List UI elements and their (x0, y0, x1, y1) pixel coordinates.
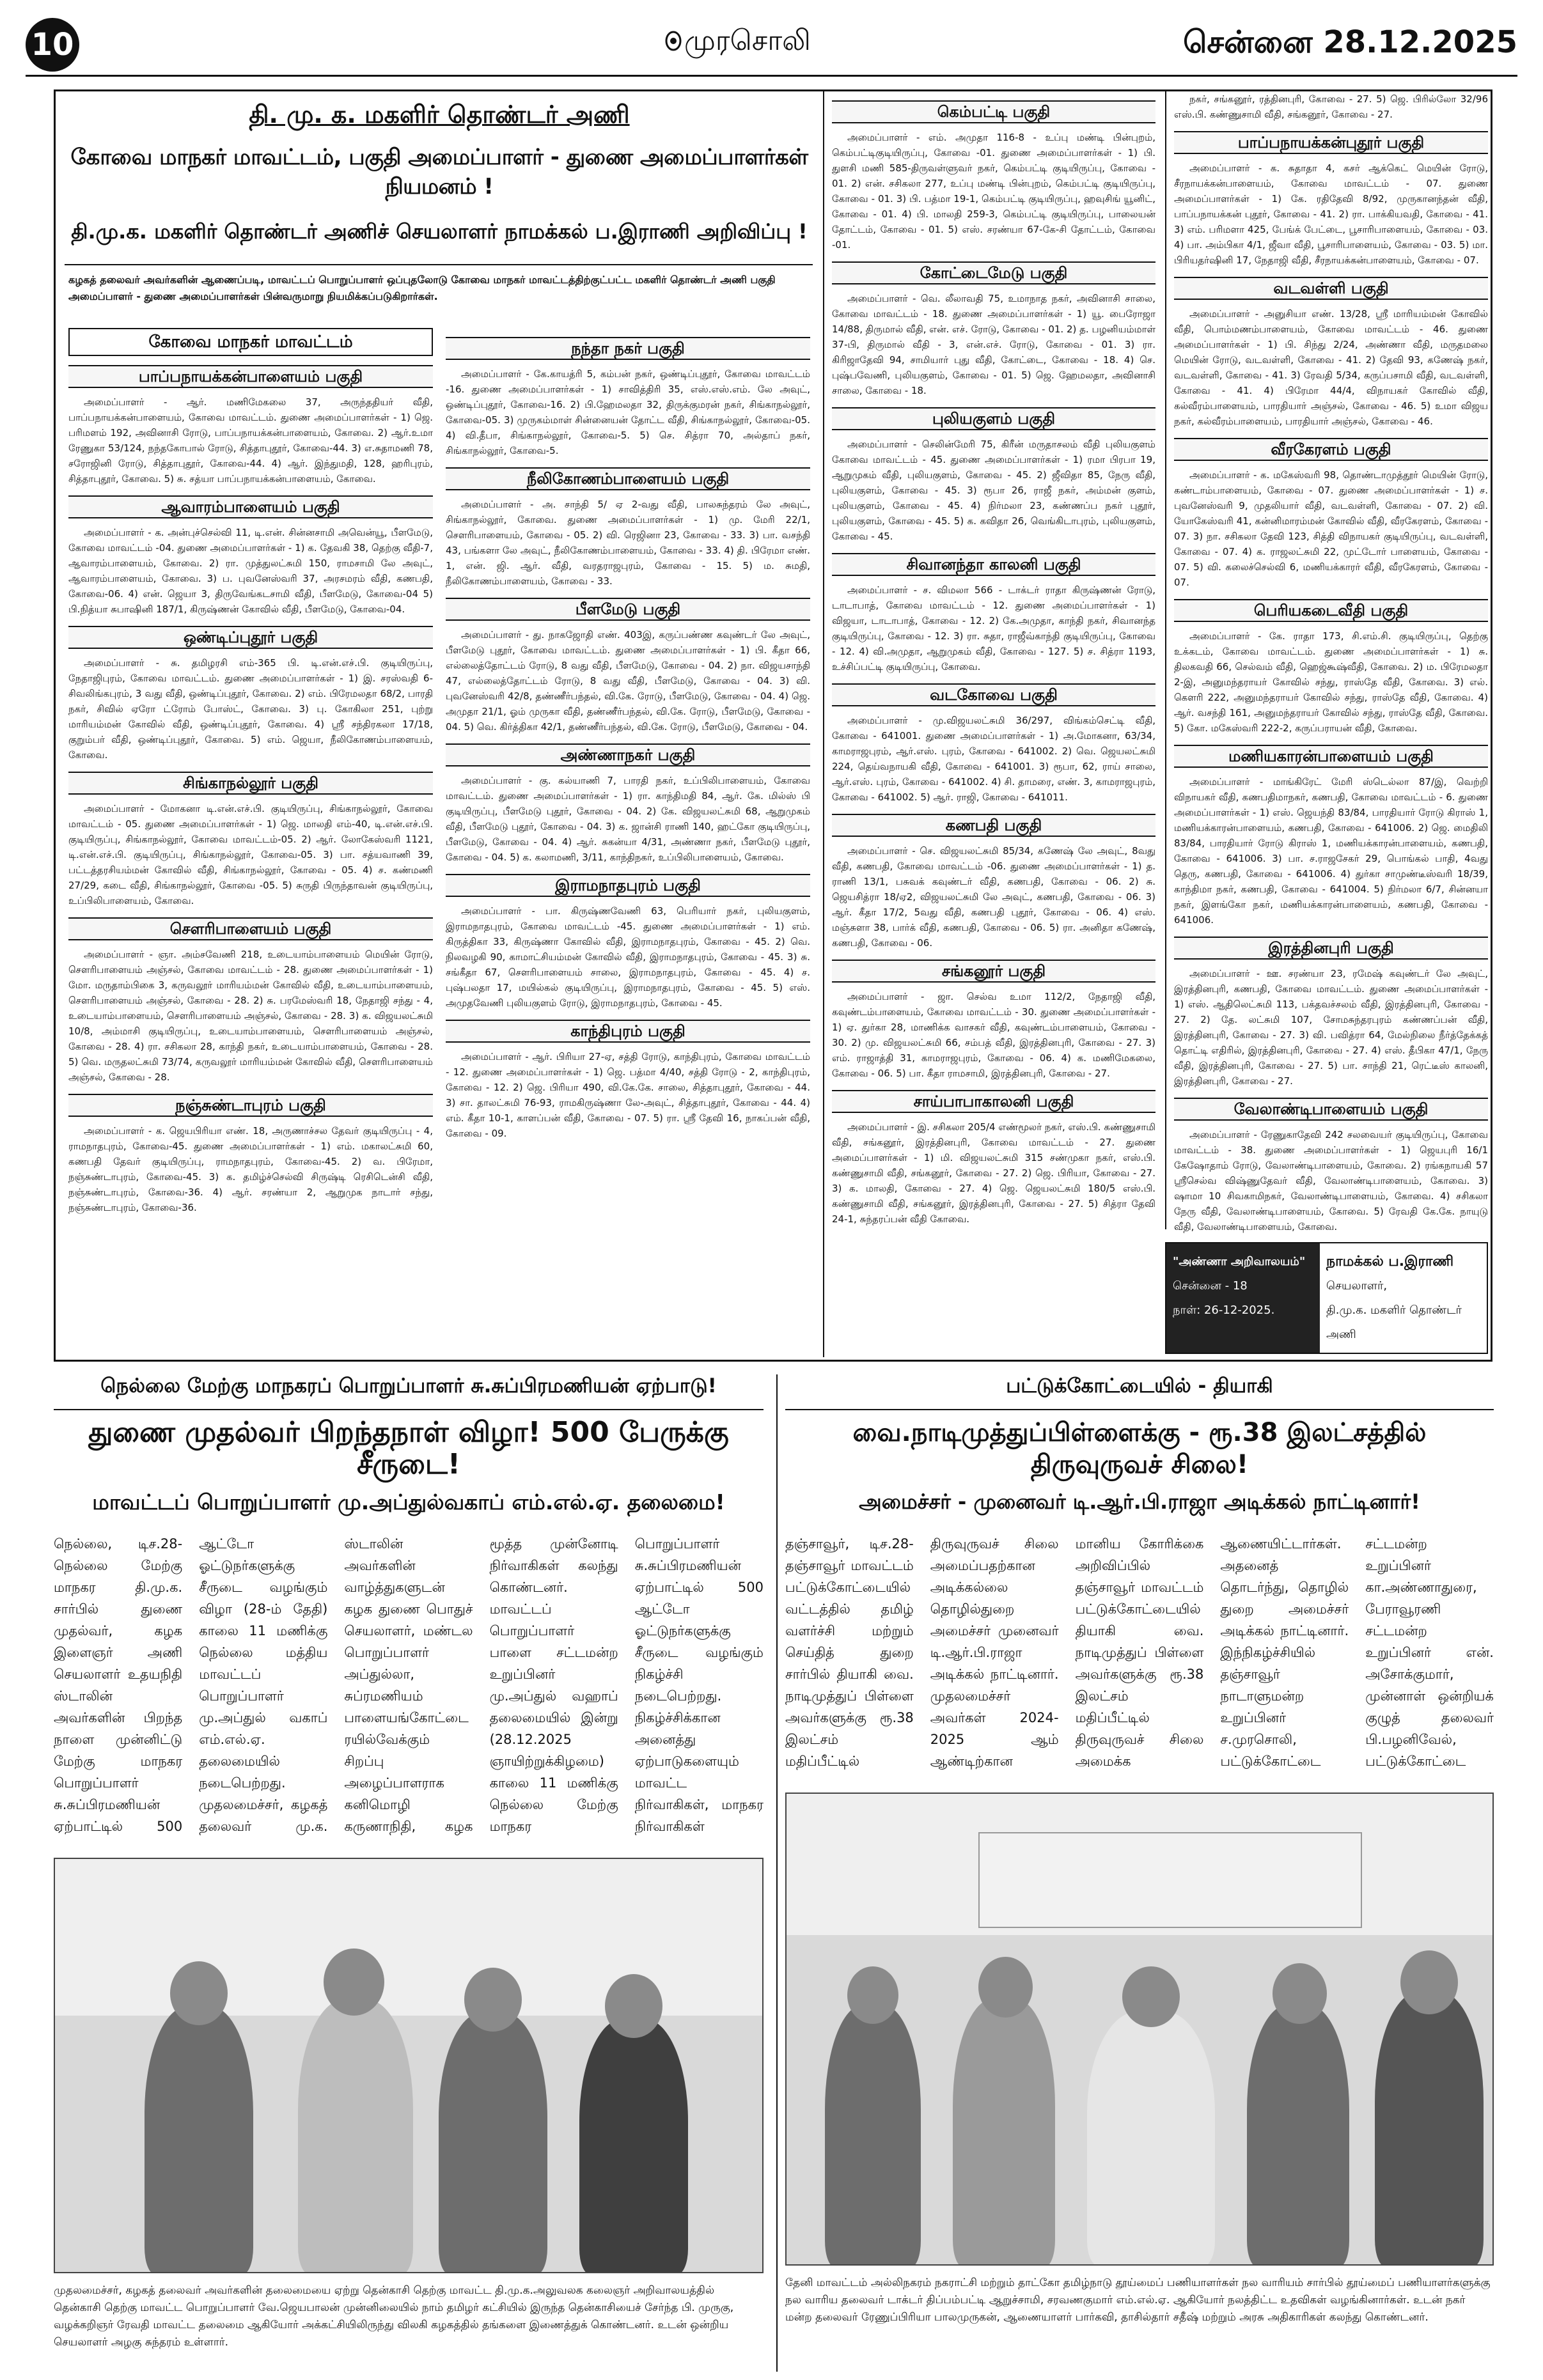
headline: வை.நாடிமுத்துப்பிள்ளைக்கு - ரூ.38 இலட்சத்தில் திருவுருவச் சிலை! (852, 1418, 1427, 1479)
section-heading: வடவள்ளி பகுதி (1174, 277, 1488, 300)
section-heading: நந்தா நகர் பகுதி (446, 337, 810, 360)
section-text: அமைப்பாளர் - து. நாகஜோதி எண். 403இ, கருப்பண்ண கவுண்டர் லே அவுட், பீளமேடு புதூர், கோவை மாவட்டம். துணை அமைப்பாளர்கள் - 1) பி. கீதா 66, எல்லைத்தோட்டம் ரோடு, 8 வது வீதி, பீளமேடு, கோவை - 04. 2) நா. விஜயசாந்தி 47, எல்லைத்தோட்டம் ரோடு, 8 வது வீதி, பீளமேடு, கோவை - 04. 3) வி. புவனேஸ்வரி 42/8, தண்ணீர்பந்தல், வி.கே. ரோடு, பீளமேடு, கோவை - 04. 4) ஜெ. அமுதா 21/1, ஓம் முருகா வீதி, தண்ணீர்பந்தல், வி.கே. ரோடு, பீளமேடு, கோவை - 04. 5) வெ. கிர்த்திகா 42/1, தண்ணீர்பந்தல், வி.கே. ரோடு, பீளமேடு, கோவை - 04. (446, 629, 810, 733)
appointments-feature (54, 89, 1492, 1362)
section-heading: கெம்பட்டி பகுதி (832, 100, 1155, 123)
event-photo (785, 1793, 1494, 2266)
photo-caption: தேனி மாவட்டம் அல்லிநகரம் நகராட்சி மற்றும் தாட்கோ தமிழ்நாடு தூய்மைப் பணியாளர்கள் நல வாரியம் சார்பில் தூய்மைப் பணியாளர்களுக்கு நல வாரிய தலைவர் டாக்டர் திப்பம்பட்டி ஆறுச்சாமி, சரவணகுமார் எம்.எல்.ஏ. ஆகியோர் நலத்திட்ட உதவிகள் வழங்கினார்கள். உடன் நகர் மன்ற தலைவர் ரேணுப்பிரியா பாலமுருகன், ஆணையாளர் பார்கவி, தாசில்தார் சதீஷ் மற்றும் அரசு அதிகாரிகள் கலந்து கொண்டனர். (785, 2276, 1491, 2324)
page-number: 10 (26, 18, 79, 72)
section-text: அமைப்பாளர் - ஆர். மணிமேகலை 37, அருந்ததியர் வீதி, பாப்பநாயக்கன்பாளையம், கோவை மாவட்டம். துணை அமைப்பாளர்கள் - 1) ஜெ. பரிமளம் 192, அவினாசி ரோடு, பாப்பநாயக்கன்பாளையம், கோவை. 2) ஆர்.உமா ரேணுகா 53/124, நந்தகோபால் ரோடு, சித்தாபுதூர், கோவை-44. 3) எ.சுதாமணி 78, சரோஜினி ரோடு, சித்தாபுதூர், கோவை-44. 4) ஆர். இந்துமதி, 128, ஹரிபுரம், சித்தாபுதூர், கோவை. 5) சு. சத்யா பாப்பநாயக்கன்பாளையம், கோவை. (68, 396, 433, 485)
section-text: அமைப்பாளர் - எம். அமுதா 116-8 - உப்பு மண்டி பின்புறம், கெம்பட்டிகுடியிருப்பு, கோவை -01. துணை அமைப்பாளர்கள் - 1) பி. துளசி மணி 585-திருவள்ளுவர் நகர், கெம்பட்டி குடியிருப்பு, கோவை - 01. 2) என். சசிகலா 277, உப்பு மண்டி பின்புறம், கெம்பட்டி குடியிருப்பு, கோவை - 01. 3) பி. பத்மா 19-1, கெம்பட்டி குடியிருப்பு, ஹவுசிங் யூனிட், கோவை - 01. 4) பி. மாலதி 259-3, கெம்பட்டி குடியிருப்பு, பாலையன் தோட்டம், கோவை - 01. 5) எஸ். சரண்யா 67-கே-சி தோட்டம், கோவை -01. (832, 132, 1155, 251)
signature-block (1165, 1242, 1488, 1354)
section-text: அமைப்பாளர் - இ. சசிகலா 205/4 எண்மூலர் நகர், எஸ்.பி. கண்ணுசாமி வீதி, சங்கனூர், இரத்தினபுரி, கோவை மாவட்டம் - 27. துணை அமைப்பாளர்கள் - 1) மி. விஜயலட்சுமி 315 சண்முகா நகர், எஸ்.பி. கண்ணுசாமி வீதி, சங்கனூர், கோவை - 27. 2) ஜெ. பிரியா, கோவை - 27. 3) க. மாலதி, கோவை - 27. 4) ஜெ. ஜெயலட்சுமி 180/5 எஸ்.பி. கண்ணுசாமி வீதி, சங்கனூர், இரத்தினபுரி, கோவை - 27. 5) சித்ரா தேவி 24-1, சுந்தரப்பன் வீதி கோவை. (832, 1121, 1155, 1225)
section-heading: சிங்காநல்லூர் பகுதி (68, 772, 433, 795)
section-heading: பெரியகடைவீதி பகுதி (1174, 599, 1488, 622)
section-text: அமைப்பாளர் - கு. கல்யாணி 7, பாரதி நகர், உப்பிலிபாளையம், கோவை மாவட்டம். துணை அமைப்பாளர்கள் - 1) ரா. காந்திமதி 84, ஆர். கே. மில்ஸ் பி குடியிருப்பு, பீளமேடு புதூர், கோவை - 04. 2) கே. விஜயலட்சுமி 68, ஆறுமுகம் வீதி, பீளமேடு புதூர், கோவை - 04. 3) க. ஜான்சி ராணி 140, ஹட்கோ குடியிருப்பு, பீளமேடு, கோவை - 04. 4) ஆர். சுகன்யா 4/31, அண்ணா நகர், பீளமேடு புதூர், கோவை - 04. 5) க. கலாமணி, 3/11, காந்திநகர், உப்பிலிபாளையம், கோவை. (446, 775, 810, 863)
section-text: அமைப்பாளர் - செலின்மேரி 75, கிரீன் மருதாசலம் வீதி புலியகுளம் கோவை மாவட்டம் - 45. துணை அமைப்பாளர்கள் - 1) ரமா பிரபா 19, ஆறுமுகம் வீதி, புலியகுளம், கோவை - 45. 2) ஜீவிதா 85, நேரு வீதி, புலியகுளம், கோவை - 45. 3) ரூபா 26, ராஜீ நகர், அம்மன் குளம், புலியகுளம், கோவை - 45. 4) நிர்மலா 23, கண்ணப்ப நகர் புதூர், புலியகுளம், கோவை - 45. 5) க. கவிதா 26, வெங்கிடாபுரம், புலியகுளம், கோவை - 45. (832, 439, 1155, 542)
section-text: அமைப்பாளர் - ஊ. சரண்யா 23, ரமேஷ் கவுண்டர் லே அவுட், இரத்தினபுரி, கணபதி, கோவை மாவட்டம். துணை அமைப்பாளர்கள் - 1) எஸ். ஆதிலெட்சுமி 113, பக்தவச்சலம் வீதி, இரத்தினபுரி, கோவை - 27. 2) தே. லட்சுமி 107, சோமசுந்தரபுரம் கண்ணப்பன் வீதி, இரத்தினபுரி, கோவை - 27. 3) வி. பவித்ரா 64, மேல்நிலை நீர்த்தேக்கத் தொட்டி எதிரில், இரத்தினபுரி, கோவை - 27. 4) எஸ். தீபிகா 47/1, நேரு வீதி, இரத்தினபுரி, கோவை - 27. 5) பா. சாந்தி 21, ரெட்டீஸ் காலனி, இரத்தினபுரி, கோவை - 27. (1174, 968, 1488, 1087)
headline: துணை முதல்வர் பிறந்தநாள் விழா! 500 பேருக்கு சீருடை! (88, 1416, 729, 1481)
section-text: அமைப்பாளர் - பா. கிருஷ்ணவேணி 63, பெரியார் நகர், புலியகுளம், இராமநாதபுரம், கோவை மாவட்டம் -45. துணை அமைப்பாளர்கள் - 1) எம். கிருத்திகா 33, கிருஷ்ணா கோவில் வீதி, இராமநாதபுரம், கோவை - 45. 2) வெ. நிலவழகி 90, காமாட்சியம்மன் கோவில் வீதி, இராமநாதபுரம், கோவை - 45. 3) சு. சங்கீதா 67, சௌரிபாளையம் சாலை, இராமநாதபுரம், கோவை - 45. 4) ச. புஷ்பலதா 17, மயில்கல் குடியிருப்பு, இராமநாதபுரம், கோவை - 45. 5) எஸ். அமுதவேணி புலியகுளம் ரோடு, இராமநாதபுரம், கோவை - 45. (446, 905, 810, 1009)
paper-name: முரசொலி (684, 24, 811, 57)
signature-left (1166, 1243, 1320, 1353)
article-right (776, 1374, 1492, 2372)
feature-intro: கழகத் தலைவர் அவர்களின் ஆணைப்படி, மாவட்டப் பொறுப்பாளர் ஒப்புதலோடு கோவை மாநகர் மாவட்டத்திற்குட்பட்ட மகளிர் தொண்டர் அணி பகுதி அமைப்பாளர் - துணை அமைப்பாளர்கள் பின்வருமாறு நியமிக்கப்படுகிறார்கள். (68, 274, 776, 302)
column-1 (68, 356, 433, 1353)
article-body: நெல்லை, டிச.28- நெல்லை மேற்கு மாநகர தி.மு.க. சார்பில் துணை முதல்வர், கழக இளைஞர் அணி செயலாளர் உதயநிதி ஸ்டாலின் அவர்களின் பிறந்த நாளை முன்னிட்டு மேற்கு மாநகர பொறுப்பாளர் சு.சுப்பிரமணியன் ஏற்பாட்டில் 500 ஆட்டோ ஓட்டுநர்களுக்கு சீருடை வழங்கும் விழா (28-ம் தேதி) காலை 11 மணிக்கு நெல்லை மத்திய மாவட்டப் பொறுப்பாளர் மு.அப்துல் வகாப் எம்.எல்.ஏ. தலைமையில் நடைபெற்றது. முதலமைச்சர், கழகத் தலைவர் மு.க. ஸ்டாலின் அவர்களின் வாழ்த்துகளுடன் கழக துணை பொதுச் செயலாளர், மண்டல பொறுப்பாளர் அப்துல்லா, சுப்ரமணியம் பாளையங்கோட்டை ரயில்வேக்கும் சிறப்பு அழைப்பாளராக கனிமொழி கருணாநிதி, கழக மூத்த முன்னோடி நிர்வாகிகள் கலந்து கொண்டனர். மாவட்டப் பொறுப்பாளர் பாளை சட்டமன்ற உறுப்பினர் மு.அப்துல் வஹாப் தலைமையில் இன்று (28.12.2025 ஞாயிற்றுக்கிழமை) காலை 11 மணிக்கு நெல்லை மேற்கு மாநகர பொறுப்பாளர் சு.சுப்பிரமணியன் ஏற்பாட்டில் 500 ஆட்டோ ஓட்டுநர்களுக்கு சீருடை வழங்கும் நிகழ்ச்சி நடைபெற்றது. நிகழ்ச்சிக்கான அனைத்து ஏற்பாடுகளையும் மாவட்ட நிர்வாகிகள், மாநகர நிர்வாகிகள் (54, 1536, 764, 1834)
section-text: அமைப்பாளர் - க. மகேஸ்வரி 98, தொண்டாமுத்தூர் மெயின் ரோடு, கண்டாம்பாளையம், கோவை - 07. துணை அமைப்பாளர்கள் - 1) ச. புவனேஸ்வரி 9, முதலியார் வீதி, வடவள்ளி, கோவை - 07. 2) வி. யோகேஸ்வரி 41, கன்னிமாரம்மன் கோவில் வீதி, வீரகேரளம், கோவை - 07. 3) நா. சசிகலா தேவி 123, சித்தி விநாயகர் குடியிருப்பு, வடவள்ளி, கோவை - 07. 4) க. ராஜலட்சுமி 22, முட்டோர் பாளையம், கோவை - 07. 5) வி. கலைச்செல்வி 6, மணியக்காரர் வீதி, வீரகேரளம், கோவை - 07. (1174, 469, 1488, 588)
section-heading: ஆவாரம்பாளையம் பகுதி (68, 495, 433, 518)
section-heading: வடகோவை பகுதி (832, 683, 1155, 706)
feature-headline: கோவை மாநகர் மாவட்டம், பகுதி அமைப்பாளர் - துணை அமைப்பாளர்கள் நியமனம் ! (70, 144, 808, 199)
section-text: அமைப்பாளர் - மோகனா டி.என்.எச்.பி. குடியிருப்பு, சிங்காநல்லூர், கோவை மாவட்டம் - 05. துணை அமைப்பாளர்கள் - 1) ஜெ. மாலதி எம்-40, டி.என்.எச்.பி. குடியிருப்பு, சிங்காநல்லூர், கோவை மாவட்டம்-05. 2) ஆர். லோகேஸ்வரி 1121, டி.என்.எச்.பி. குடியிருப்பு, சிங்காநல்லூர், கோவை-05. 3) பா. சத்யவாணி 39, பட்டத்தரசியம்மன் கோவில் வீதி, சிங்காநல்லூர், கோவை - 05. 4) ச. கண்மணி 27/29, கடை வீதி, சிங்காநல்லூர், கோவை -05. 5) சுருதி பிருந்தாவன் குடியிருப்பு, உப்பிலிபாளையம், கோவை. (68, 803, 433, 906)
signatory-org: தி.மு.க. மகளிர் தொண்டர் அணி (1326, 1303, 1462, 1341)
section-heading: காந்திபுரம் பகுதி (446, 1020, 810, 1043)
section-heading: பீளமேடு பகுதி (446, 598, 810, 621)
banner (978, 1832, 1362, 1928)
subhead: அமைச்சர் - முனைவர் டி.ஆர்.பி.ராஜா அடிக்கல் நாட்டினார்! (859, 1489, 1420, 1514)
section-text: அமைப்பாளர் - மாங்கிரேட் மேரி ஸ்டெல்லா 87/இ, வெற்றி விநாயகர் வீதி, கணபதிமாநகர், கணபதி, கோவை மாவட்டம் - 6. துணை அமைப்பாளர்கள் - 1) எஸ். ஜெயந்தி 83/84, பாரதியார் ரோடு கிராஸ் 1, மணியக்காரன்பாளையம், கணபதி, கோவை - 641006. 2) ஜெ. மைதிலி 83/84, பாரதியார் ரோடு கிராஸ் 1, மணியக்காரன்பாளையம், கணபதி, கோவை - 641006. 3) பா. ச.ராஜசேகர் 29, பொங்கல் பாதி, 4வது தெரு, கணபதி, கோவை - 641006. 4) துர்கா சாமுண்டீஸ்வரி 18/39, காந்திமா நகர், கணபதி, கோவை - 641004. 5) நிர்மலா 6/7, சின்னயா நகர், இளங்கோ நகர், மணியக்காரன்பாளையம், கணபதி, கோவை - 641006. (1174, 776, 1488, 926)
subhead: மாவட்டப் பொறுப்பாளர் மு.அப்துல்வகாப் எம்.எல்.ஏ. தலைமை! (92, 1489, 725, 1514)
rising-sun-logo-icon (665, 27, 682, 52)
section-text: அமைப்பாளர் - கே. ராதா 173, சி.எம்.சி. குடியிருப்பு, தெற்கு உக்கடம், கோவை மாவட்டம். துணை அமைப்பாளர்கள் - 1) சு. திலகவதி 66, செல்வம் வீதி, ஹெஜ்கூஷ்வீதி, கோவை. 2) ம. பிரேமலதா 2-இ, அனுமந்தராயர் கோவில் சந்து, ராஸ்தே வீதி, கோவை. 3) எல். கௌரி 222, அனுமந்தராயர் கோவில் சந்து, ராஸ்தே வீதி, கோவை. 4) ஆர். வசந்தி 161, அனுமந்தராயர் கோவில் சந்து, ராஸ்தே வீதி, கோவை. 5) கோ. மகேஸ்வரி 222-2, கருப்பராயன் வீதி, கோவை. (1174, 630, 1488, 734)
section-heading: அண்ணாநகர் பகுதி (446, 743, 810, 766)
photo-caption: முதலமைச்சர், கழகத் தலைவர் அவர்களின் தலைமையை ஏற்று தென்காசி தெற்கு மாவட்ட தி.மு.க.அலுவலக கலைஞர் அறிவாலயத்தில் தென்காசி தெற்கு மாவட்ட பொறுப்பாளர் வே.ஜெயபாலன் முன்னிலையில் நாம் தமிழர் கட்சியில் இருந்த தென்காசியைச் சேர்ந்த பி. முருகு, வழக்கறிஞர் ரேவதி மாவட்ட தலைமை ஆகியோர் அக்கட்சியிலிருந்து விலகி கழகத்தில் தங்களை இணைத்துக் கொண்டனர். உடன் ஒன்றிய செயலாளர் அழகு சுந்தரம் உள்ளார். (54, 2284, 734, 2349)
section-heading: புலியகுளம் பகுதி (832, 407, 1155, 430)
section-heading: இரத்தினபுரி பகுதி (1174, 937, 1488, 960)
section-heading: சாய்பாபாகாலனி பகுதி (832, 1090, 1155, 1113)
section-heading: கோட்டைமேடு பகுதி (832, 261, 1155, 284)
column-3 (823, 91, 1155, 1357)
signature-date: நாள்: 26-12-2025. (1173, 1303, 1275, 1317)
signature-right (1326, 1250, 1486, 1352)
signature-city: சென்னை - 18 (1173, 1279, 1248, 1293)
section-text: நகர், சங்கனூர், ரத்தினபுரி, கோவை - 27. 5) ஜெ. பிரில்லோ 32/96 எஸ்.பி. கண்ணுசாமி வீதி, சங்கனூர், கோவை - 27. (1174, 93, 1488, 120)
event-photo (54, 1858, 764, 2273)
column-4 (1165, 91, 1488, 1233)
section-heading: வீரகேரளம் பகுதி (1174, 438, 1488, 461)
section-heading: வேலாண்டிபாளையம் பகுதி (1174, 1098, 1488, 1121)
section-text: அமைப்பாளர் - கே.காயத்ரி 5, கம்பன் நகர், ஒண்டிப்புதூர், கோவை மாவட்டம் -16. துணை அமைப்பாளர்கள் - 1) சாவித்திரி 35, எஸ்.எஸ்.எம். லே அவுட், ஒண்டிப்புதூர், கோவை-16. 2) பி.ஹேமலதா 32, திருக்குமரன் நகர், சிங்காநல்லூர், கோவை-05. 3) முருகம்மாள் சின்னையன் தோட்ட வீதி, சிங்காநல்லூர், கோவை-05. 4) வி.தீபா, சிங்காநல்லூர், கோவை-5. 5) செ. சித்ரா 70, அல்தாப் நகர், சிங்காநல்லூர், கோவை-5. (446, 368, 810, 456)
section-text: அமைப்பாளர் - ஞா. அம்சவேணி 218, உடையாம்பாளையம் மெயின் ரோடு, சௌரிபாளையம் அஞ்சல், கோவை மாவட்டம் - 28. துணை அமைப்பாளர்கள் - 1) மோ. மருதாம்பிகை 3, கருவலூர் மாரியம்மன் கோவில் வீதி, உடையாம்பாளையம், சௌரிபாளையம் அஞ்சல், கோவை - 28. 2) சு. பரமேஸ்வரி 18, நேதாஜி சந்து - 4, உடையாம்பாளையம், சௌரிபாளையம் அஞ்சல், கோவை - 28. 3) க. விஜயலட்சுமி 10/8, அம்மாசி குடியிருப்பு, உடையாம்பாளையம், சௌரிபாளையம் அஞ்சல், கோவை - 28. 4) ரா. சசிகலா 28, காந்தி நகர், உடையாம்பாளையம், கோவை - 28. 5) வெ. மருதலட்சுமி 73/74, கருவலூர் மாரியம்மன் கோவில் வீதி, சௌரிபாளையம் அஞ்சல், கோவை - 28. (68, 949, 433, 1083)
section-text: அமைப்பாளர் - அ. சாந்தி 5/ ஏ 2-வது வீதி, பாலசுந்தரம் லே அவுட், சிங்காநல்லூர், கோவை. துணை அமைப்பாளர்கள் - 1) மு. மேரி 22/1, சௌரிபாளையம், கோவை - 05. 2) வி. ரெஜினா 23, கோவை - 33. 3) பா. வசந்தி 43, பங்களா லே அவுட், நீலிகோணம்பாளையம், கோவை - 33. 4) தி. பிரேமா எண். 1, என். ஜி. ஆர். வீதி, வரதராஜபுரம், கோவை - 15. 5) ம. சுமதி, நீலிகோணம்பாளையம், கோவை - 33. (446, 499, 810, 587)
kicker: பட்டுக்கோட்டையில் - தியாகி (785, 1374, 1494, 1410)
section-text: அமைப்பாளர் - செ. விஜயலட்சுமி 85/34, கணேஷ் லே அவுட், 8வது வீதி, கணபதி, கோவை மாவட்டம் -06. துணை அமைப்பாளர்கள் - 1) த. ராணி 13/1, பசுவக் கவுண்டர் வீதி, கணபதி, கோவை - 06. 2) சு. ஜெயசித்ரா 18/ஏ2, விஜயலட்சுமி லே அவுட், கணபதி, கோவை - 06. 3) ஆர். கீதா 17/2, 5வது வீதி, கணபதி புதூர், கோவை - 06. 4) எஸ். மஞ்சுளா 38, பார்க் வீதி, கணபதி, கோவை - 06. 5) ரா. அனிதா கணேஷ், கணபதி, கோவை - 06. (832, 845, 1155, 949)
article-body: தஞ்சாவூர், டிச.28- தஞ்சாவூர் மாவட்டம் பட்டுக்கோட்டையில் வட்டத்தில் தமிழ் வளர்ச்சி மற்றும் செய்தித் துறை சார்பில் தியாகி வை. நாடிமுத்துப் பிள்ளை அவர்களுக்கு ரூ.38 இலட்சம் மதிப்பீட்டில் திருவுருவச் சிலை அமைப்பதற்கான அடிக்கல்லை தொழில்துறை அமைச்சர் முனைவர் டி.ஆர்.பி.ராஜா அடிக்கல் நாட்டினார். முதலமைச்சர் அவர்கள் 2024-2025 ஆம் ஆண்டிற்கான மானிய கோரிக்கை அறிவிப்பில் தஞ்சாவூர் மாவட்டம் பட்டுக்கோட்டையில் தியாகி வை. நாடிமுத்துப் பிள்ளை அவர்களுக்கு ரூ.38 இலட்சம் மதிப்பீட்டில் திருவுருவச் சிலை அமைக்க ஆணையிட்டார்கள். அதனைத் தொடர்ந்து, தொழில் துறை அமைச்சர் அடிக்கல் நாட்டினார். இந்நிகழ்ச்சியில் தஞ்சாவூர் நாடாளுமன்ற உறுப்பினர் ச.முரசொலி, பட்டுக்கோட்டை சட்டமன்ற உறுப்பினர் கா.அண்ணாதுரை, பேராவூரணி சட்டமன்ற உறுப்பினர் என். அசோக்குமார், முன்னாள் ஒன்றியக் குழுத் தலைவர் பி.பழனிவேல், பட்டுக்கோட்டை (785, 1536, 1494, 1769)
section-text: அமைப்பாளர் - ஜா. செல்வ உமா 112/2, நேதாஜி வீதி, கவுண்டம்பாளையம், கோவை மாவட்டம் - 30. துணை அமைப்பாளர்கள் - 1) ஏ. துர்கா 28, மாணிக்க வாசகர் வீதி, கவுண்டம்பாளையம், கோவை - 30. 2) மு. விஜயலட்சுமி 66, சம்பத் வீதி, இரத்தினபுரி, கோவை - 27. 3) எம். ராஜாத்தி 31, காமராஜபுரம், கோவை - 06. 4) க. மணிமேகலை, கோவை - 06. 5) பா. கீதா ராமசாமி, இரத்தினபுரி, கோவை - 27. (832, 991, 1155, 1079)
section-heading: நஞ்சுண்டாபுரம் பகுதி (68, 1094, 433, 1117)
section-heading: கணபதி பகுதி (832, 814, 1155, 837)
district-heading: கோவை மாநகர் மாவட்டம் (68, 328, 433, 356)
section-heading: சங்கனூர் பகுதி (832, 960, 1155, 983)
signatory-role: செயலாளர், (1326, 1279, 1388, 1293)
section-text: அமைப்பாளர் - ஆர். பிரியா 27-ஏ, சத்தி ரோடு, காந்திபுரம், கோவை மாவட்டம் - 12. துணை அமைப்பாளர்கள் - 1) ஜெ. பத்மா 4/40, சத்தி ரோடு - 2, காந்திபுரம், கோவை - 12. 2) ஜெ. பிரியா 490, வி.கே.கே. சாலை, சித்தாபுதூர், கோவை - 44. 3) சா. தாலட்சுமி 76-93, ராமகிருஷ்ணா லே-அவுட், சித்தாபுதூர், கோவை - 44. 4) எம். கீதா 10-1, காளப்பன் வீதி, கோவை - 07. 5) ரா. ஸ்ரீ தேவி 16, நாகப்பன் வீதி, கோவை - 09. (446, 1051, 810, 1139)
section-text: அமைப்பாளர் - மு.விஜயலட்சுமி 36/297, விங்கம்செட்டி வீதி, கோவை - 641001. துணை அமைப்பாளர்கள் - 1) அ.மோகனா, 63/34, காமராஜபுரம், ஆர்.எஸ். புரம், கோவை - 641002. 2) வெ. ஜெயலட்சுமி 224, தெய்வநாயகி வீதி, கோவை - 641001. 3) ரூபா, 62, ராய் சாலை, ஆர்.எஸ். புரம், கோவை - 641002. 4) சி. தாமரை, எண். 3, காமராஜபுரம், கோவை - 641002. 5) ஆர். ராஜி, கோவை - 641011. (832, 715, 1155, 803)
section-heading: நீலிகோணம்பாளையம் பகுதி (446, 467, 810, 490)
section-text: அமைப்பாளர் - ரேணுகாதேவி 242 சலவையர் குடியிருப்பு, கோவை மாவட்டம் - 38. துணை அமைப்பாளர்கள் - 1) ஜெயபுரி 16/1 கேஷோதாம் ரோடு, வேலாண்டிபாளையம், கோவை. 2) ரங்கநாயகி 57 ஸ்ரீசெல்வ விஷ்ணுதேவர் வீதி, வேலாண்டிபாளையம், கோவை. 3) ஷாமா 10 சிவகாமிநகர், வேலாண்டிபாளையம், கோவை. 4) சசிகலா நேரு வீதி, வேலாண்டிபாளையம், கோவை. 5) ரேவதி கே.கே. நாயுடு வீதி, வேலாண்டிபாளையம், கோவை. (1174, 1129, 1488, 1233)
section-text: அமைப்பாளர் - க. சுதாதா 4, கசர் ஆக்கெட் மெயின் ரோடு, சீரநாயக்கன்பாளையம், கோவை மாவட்டம் - 07. துணை அமைப்பாளர்கள் - 1) கே. ரதிதேவி 8/92, முருகானந்தன் வீதி, பாப்பநாயக்கன் புதூர், கோவை - 41. 2) ரா. பாக்கியவதி, கோவை - 41. 3) எம். பரிமளா 425, பேங்க் பேட்டை, பூசாரிபாளையம், கோவை - 03. 4) பா. அம்பிகா 4/1, ஜீவா வீதி, பூசாரிபாளையம், கோவை - 03. 5) மா. பிரியதர்ஷினி 17, நேதாஜி வீதி, சீரநாயக்கன்பாளையம், கோவை - 07. (1174, 162, 1488, 266)
divider (65, 264, 813, 265)
section-heading: மணியகாரன்பாளையம் பகுதி (1174, 745, 1488, 768)
column-2 (446, 328, 810, 1351)
section-heading: இராமநாதபுரம் பகுதி (446, 874, 810, 897)
wing-title: தி. மு. க. மகளிர் தொண்டர் அணி (249, 100, 630, 128)
feature-subtitle: தி.மு.க. மகளிர் தொண்டர் அணிச் செயலாளர் நாமக்கல் ப.இராணி அறிவிப்பு ! (71, 219, 808, 244)
masthead (26, 13, 1517, 77)
section-heading: பாப்பநாயக்கன்புதூர் பகுதி (1174, 131, 1488, 154)
section-text: அமைப்பாளர் - க. ஜெயபிரியா எண். 18, அருணாச்சல தேவர் குடியிருப்பு - 4, ராமநாதபுரம், கோவை-45. துணை அமைப்பாளர்கள் - 1) எம். மகாலட்சுமி 60, கணபதி தேவர் குடியிருப்பு, ராமநாதபுரம், கோவை-45. 2) வ. பிரேமா, நஞ்சுண்டாபுரம், கோவை-45. 3) க. தமிழ்ச்செல்வி சிருஷ்டி ரெசிடென்சி வீதி, நஞ்சுண்டாபுரம், கோவை-36. 4) ஆர். சரண்யா 2, ஆறுமுக நாடார் சந்து, நஞ்சுண்டாபுரம், கோவை-36. (68, 1125, 433, 1213)
city-date: சென்னை 28.12.2025 (1183, 24, 1517, 60)
slogan: "அண்ணா அறிவாலயம்" (1173, 1255, 1306, 1268)
section-heading: பாப்பநாயக்கன்பாளையம் பகுதி (68, 365, 433, 388)
section-text: அமைப்பாளர் - வெ. லீலாவதி 75, உமாநாத நகர், அவினாசி சாலை, கோவை மாவட்டம் - 18. துணை அமைப்பாளர்கள் - 1) யூ. பைரோஜா 14/88, திருமால் வீதி, என். எச். ரோடு, கோவை - 01. 2) த. பழனியம்மாள் 37-பி, திருமால் வீதி - 3, என்.எச். ரோடு, கோவை - 01. 3) ரா. கிரிஜாதேவி 94, சாமியார் புது வீதி, கோட்டை, கோவை - 18. 4) செ. புஷ்பவேணி, புலியகுளம், கோவை - 01. 5) ஜெ. ஹேமலதா, அவினாசி சாலை, கோவை - 18. (832, 293, 1155, 396)
kicker: நெல்லை மேற்கு மாநகரப் பொறுப்பாளர் சு.சுப்பிரமணியன் ஏற்பாடு! (54, 1374, 764, 1410)
article-left (54, 1374, 764, 2372)
section-text: அமைப்பாளர் - அனுசியா எண். 13/28, ஸ்ரீ மாரியம்மன் கோவில் வீதி, பொம்மணம்பாளையம், கோவை மாவட்டம் - 46. துணை அமைப்பாளர்கள் - 1) பி. சிந்து 2/24, அண்ணா வீதி, மருதமலை மெயின் ரோடு, வடவள்ளி, கோவை - 41. 2) தேவி 93, கணேஷ் நகர், வடவள்ளி, கோவை - 41. 3) ரேவதி 5/34, கருப்பசாமி வீதி, வடவள்ளி, கோவை - 41. 4) பிரேமா 44/4, விநாயகர் கோவில் வீதி, கல்வீரம்பாளையம், பாரதியார் அஞ்சல், கோவை - 46. 5) உமா விஜய நகர், கல்வீரம்பாளையம், பாரதியார் அஞ்சல், கோவை - 46. (1174, 308, 1488, 427)
section-heading: ஒண்டிப்புதூர் பகுதி (68, 626, 433, 649)
section-text: அமைப்பாளர் - க. அன்புச்செல்வி 11, டி.என். சின்னசாமி அவென்யூ, பீளமேடு, கோவை மாவட்டம் -04. துணை அமைப்பாளர்கள் - 1) க. தேவகி 38, தெற்கு வீதி-7, ஆவாரம்பாளையம், கோவை. 2) ரா. முத்துலட்சுமி 150, ராமசாமி லே அவுட், ஆவாரம்பாளையம், கோவை. 3) ப. புவனேஸ்வரி 37, அரசமரம் வீதி, கணபதி, கோவை-06. 4) என். ஜெயா 3, திருவேங்கடசாமி வீதி, பீளமேடு, கோவை-04 5) பி.நித்யா சுபாஷினி 187/1, கிருஷ்ணன் கோவில் வீதி, பீளமேடு, கோவை-04. (68, 527, 433, 615)
section-text: அமைப்பாளர் - ச. விமலா 566 - டாக்டர் ராதா கிருஷ்ணன் ரோடு, டாடாபாத், கோவை மாவட்டம் - 12. துணை அமைப்பாளர்கள் - 1) விஜயா, டாடாபாத், கோவை - 12. 2) கே.அமுதா, காந்தி நகர், சிவானந்த குடியிருப்பு, கோவை - 12. 3) ரா. சுதா, ராஜீவ்காந்தி குடியிருப்பு, கோவை - 12. 4) வி.அமுதா, ஆறுமுகம் வீதி, கோவை - 127. 5) ச. சித்ரா 1193, உச்சிப்பட்டி குடியிருப்பு, கோவை. (832, 584, 1155, 673)
section-heading: சௌரிபாளையம் பகுதி (68, 917, 433, 940)
section-text: அமைப்பாளர் - சு. தமிழரசி எம்-365 பி. டி.என்.எச்.பி. குடியிருப்பு, நேதாஜிபுரம், கோவை மாவட்டம். துணை அமைப்பாளர்கள் - 1) இ. சரஸ்வதி 6-சிவலிங்கபுரம், 3 வது வீதி, ஒண்டிப்புதூர், கோவை. 2) எம். பிரேமலதா 68/2, பாரதி நகர், சிவில் ஏரோ ட்ரோம் போஸ்ட், கோவை. 3) பு. கோகிலா 251, புற்று மாரியம்மன் கோவில் வீதி, ஒண்டிப்புதூர், கோவை. 4) ஸ்ரீ சந்திரகலா 17/18, குறும்பர் வீதி, ஒண்டிப்புதூர், கோவை. 5) எம். ஜெயா, நீலிகோணம்பாளையம், கோவை. (68, 657, 433, 761)
signatory-name: நாமக்கல் ப.இராணி (1326, 1254, 1454, 1270)
section-heading: சிவானந்தா காலனி பகுதி (832, 553, 1155, 576)
